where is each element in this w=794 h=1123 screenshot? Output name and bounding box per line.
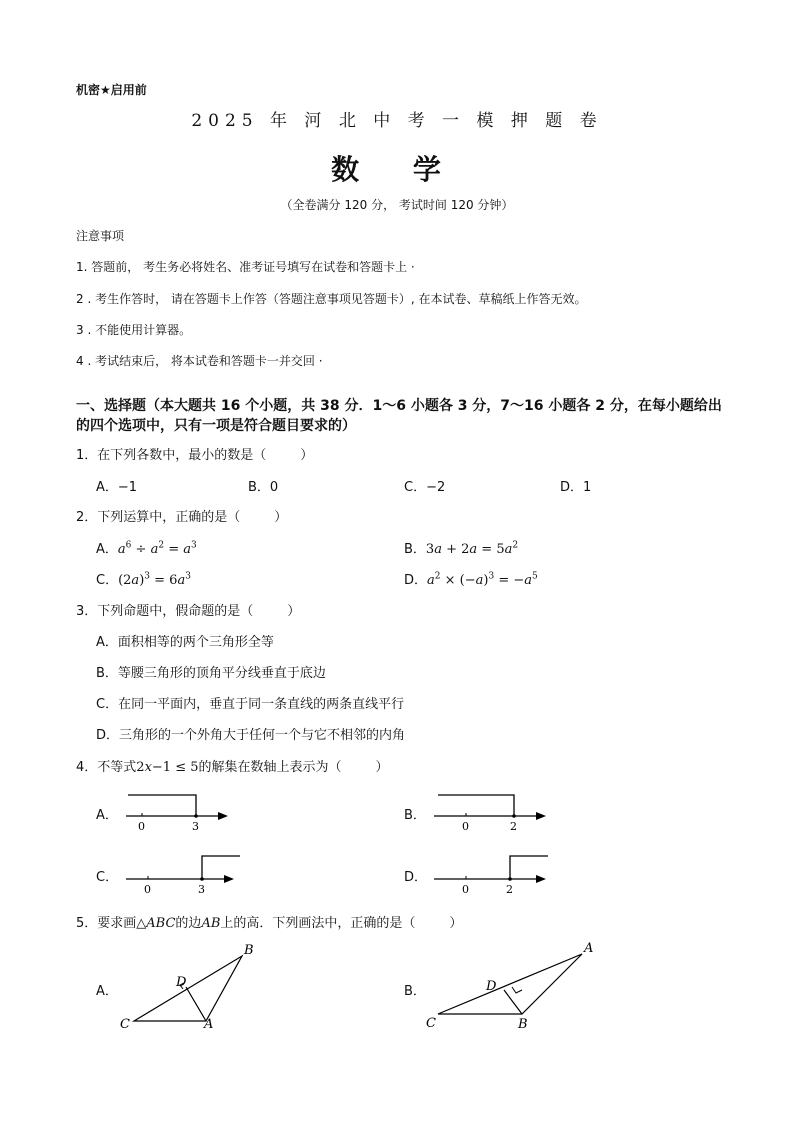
q2-option-d: D．$a^2 \times (-a)^3 = -a^5$ <box>404 571 538 588</box>
question-5-stem: 5．要求画△ABC的边AB上的高．下列画法中，正确的是（ ） <box>76 916 463 931</box>
question-3-stem: 3．下列命题中，假命题的是（ ） <box>76 604 301 619</box>
q1-option-c: C．−2 <box>404 480 446 495</box>
question-2-stem: 2．下列运算中，正确的是（ ） <box>76 510 288 525</box>
q5-option-b-label: B． <box>404 984 426 999</box>
q3-option-d: D．三角形的一个外角大于任何一个与它不相邻的内角 <box>96 728 406 743</box>
q2-option-a: A．$a^6 \div a^2 = a^3$ <box>96 540 197 557</box>
q2-option-b: B．$3a + 2a = 5a^2$ <box>404 540 519 557</box>
exam-info: （全卷满分 120 分， 考试时间 120 分钟） <box>280 198 514 212</box>
note-item: 3 . 不能使用计算器。 <box>76 323 192 337</box>
confidential-label: 机密★启用前 <box>76 83 147 97</box>
q5-triangle-figure-a <box>112 938 272 1038</box>
q2-option-c: C．$(2a)^3 = 6a^3$ <box>96 571 191 588</box>
notes-heading: 注意事项 <box>76 229 125 243</box>
subject-title: 数 学 <box>331 153 463 186</box>
exam-title: 2025 年 河 北 中 考 一 模 押 题 卷 <box>191 111 603 131</box>
vertex-label-c: C <box>426 1016 436 1031</box>
axis-label-0: 0 <box>462 820 469 833</box>
section-heading: 一、选择题（本大题共 16 个小题，共 38 分．1～6 小题各 3 分，7～16 小题各 2 分，在每小题给出的四个选项中，只有一项是符合题目要求的） <box>76 398 722 434</box>
vertex-label-c: C <box>120 1017 130 1032</box>
foot-label-d: D <box>486 979 497 994</box>
axis-label-2: 2 <box>510 820 517 833</box>
q4-number-line-b <box>428 790 558 834</box>
q4-number-line-a <box>120 790 240 834</box>
question-1-stem: 1．在下列各数中，最小的数是（ ） <box>76 448 314 463</box>
vertex-label-b: B <box>244 943 254 958</box>
question-4-stem: 4．不等式2x−1 ≤ 5的解集在数轴上表示为（ ） <box>76 760 389 775</box>
q3-option-a: A．面积相等的两个三角形全等 <box>96 635 274 650</box>
q1-option-a: A．−1 <box>96 480 138 495</box>
foot-label-d: D <box>176 975 187 990</box>
q4-option-a-label: A． <box>96 808 118 823</box>
vertex-label-a: A <box>204 1017 214 1032</box>
axis-label-0: 0 <box>138 820 145 833</box>
q1-option-d: D．1 <box>560 480 592 495</box>
q4-option-d-label: D． <box>404 870 428 885</box>
q4-number-line-d <box>428 852 558 896</box>
q4-option-c-label: C． <box>96 870 119 885</box>
note-item: 2 . 考生作答时， 请在答题卡上作答（答题注意事项见答题卡）, 在本试卷、草稿纸上作答无效。 <box>76 292 587 306</box>
axis-label-3: 3 <box>198 883 205 896</box>
note-item: 1. 答题前， 考生务必将姓名、准考证号填写在试卷和答题卡上 · <box>76 260 415 274</box>
q3-option-b: B．等腰三角形的顶角平分线垂直于底边 <box>96 666 326 681</box>
axis-label-0: 0 <box>462 883 469 896</box>
q3-option-c: C．在同一平面内，垂直于同一条直线的两条直线平行 <box>96 697 405 712</box>
axis-label-2: 2 <box>506 883 513 896</box>
q5-triangle-figure-b <box>420 938 610 1038</box>
q1-option-b: B．0 <box>248 480 279 495</box>
vertex-label-b: B <box>518 1017 528 1032</box>
axis-label-0: 0 <box>144 883 151 896</box>
vertex-label-a: A <box>584 941 594 956</box>
note-item: 4 . 考试结束后， 将本试卷和答题卡一并交回 · <box>76 354 323 368</box>
q4-option-b-label: B． <box>404 808 426 823</box>
axis-label-3: 3 <box>192 820 199 833</box>
q5-option-a-label: A． <box>96 984 118 999</box>
q4-number-line-c <box>120 852 250 896</box>
